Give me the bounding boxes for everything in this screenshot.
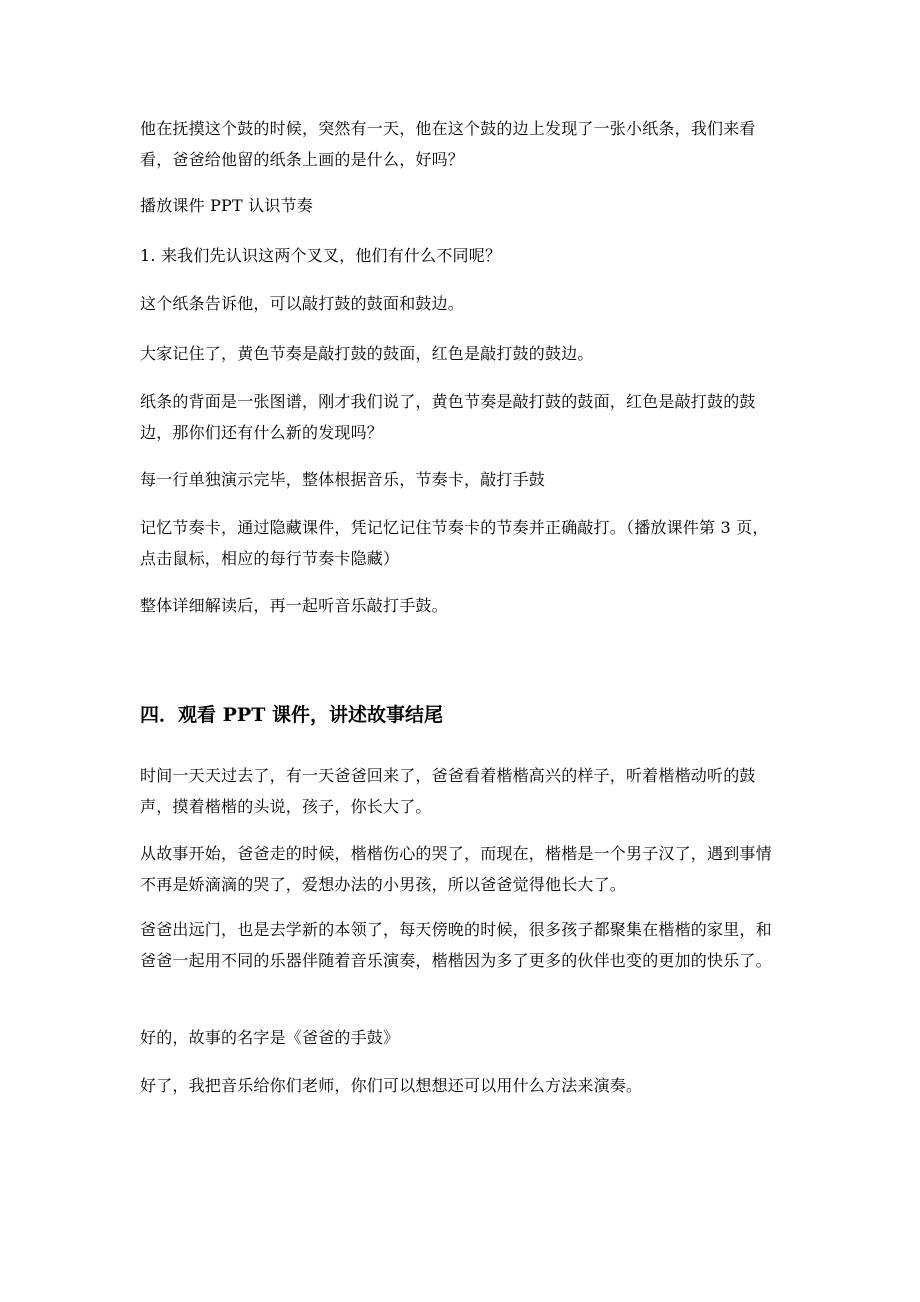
- paragraph-note-tells: 这个纸条告诉他，可以敲打鼓的鼓面和鼓边。: [140, 294, 465, 313]
- paragraph-new-skills: 爸爸出远门，也是去学新的本领了，每天傍晚的时候，很多孩子都聚集在楷楷的家里，和爸爸一起用不同的乐器伴随着音乐演奏，楷楷因为多了更多的伙伴也变的更加的快乐了。: [140, 920, 772, 970]
- paragraph-back-score: 纸条的背面是一张图谱，刚才我们说了，黄色节奏是敲打鼓的鼓面，红色是敲打鼓的鼓边，那你们还有什么新的发现吗？: [140, 392, 756, 442]
- paragraph-closing: 好了，我把音乐给你们老师，你们可以想想还可以用什么方法来演奏。: [140, 1076, 643, 1095]
- paragraph-each-row: 每一行单独演示完毕，整体根据音乐，节奏卡，敲打手鼓: [140, 470, 546, 489]
- paragraph-step-1: 1. 来我们先认识这两个叉叉，他们有什么不同呢？: [140, 246, 502, 265]
- section-heading: 四．观看 PPT 课件，讲述故事结尾: [140, 704, 443, 726]
- paragraph-listen-again: 整体详细解读后，再一起听音乐敲打手鼓。: [140, 596, 448, 615]
- paragraph-grown-up: 从故事开始，爸爸走的时候，楷楷伤心的哭了，而现在，楷楷是一个男子汉了，遇到事情不再是娇滴滴的哭了，爱想办法的小男孩，所以爸爸觉得他长大了。: [140, 844, 772, 894]
- paragraph-story-title: 好的，故事的名字是《爸爸的手鼓》: [140, 1028, 400, 1047]
- paragraph-dad-returns: 时间一天天过去了，有一天爸爸回来了，爸爸看着楷楷高兴的样子，听着楷楷动听的鼓声，摸着楷楷的头说，孩子，你长大了。: [140, 766, 756, 816]
- paragraph-play-ppt: 播放课件 PPT 认识节奏: [140, 196, 313, 215]
- paragraph-memory-cards: 记忆节奏卡，通过隐藏课件，凭记忆记住节奏卡的节奏并正确敲打。（播放课件第 3 页，点击鼠标，相应的每行节奏卡隐藏）: [140, 518, 769, 568]
- paragraph-drum-note: 他在抚摸这个鼓的时候，突然有一天，他在这个鼓的边上发现了一张小纸条，我们来看看，爸爸给他留的纸条上画的是什么，好吗？: [140, 119, 756, 169]
- paragraph-remember-colors: 大家记住了，黄色节奏是敲打鼓的鼓面，红色是敲打鼓的鼓边。: [140, 344, 594, 363]
